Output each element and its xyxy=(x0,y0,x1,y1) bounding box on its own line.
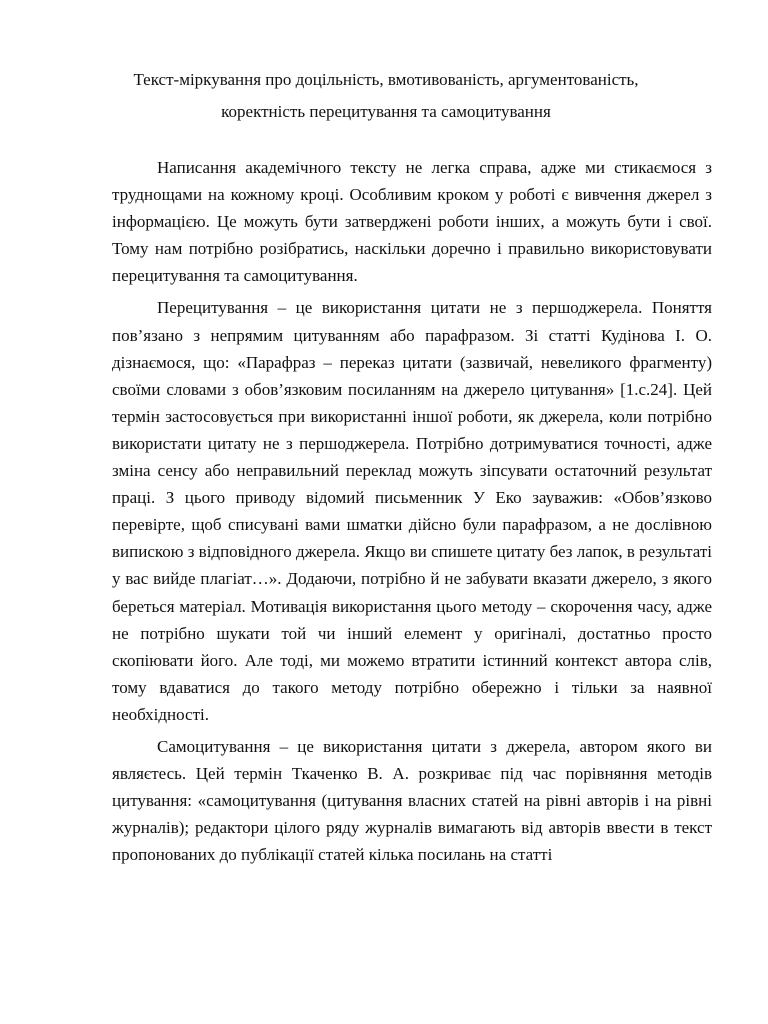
paragraph-intro: Написання академічного тексту не легка справа, адже ми стикаємося з труднощами на кожному кроці. Особливим кроком у роботі є вивчення джерел з інформацією. Це можуть бути затверджені роботи інших, а можуть бути і свої. Тому нам потрібно розібратись, наскільки доречно і правильно використовувати перецитування та самоцитування. xyxy=(112,158,712,286)
document-title-line-2: коректність перецитування та самоцитування xyxy=(221,102,551,121)
document-title-line-1: Текст-міркування про доцільність, вмотивованість, аргументованість, xyxy=(133,70,639,89)
paragraph-recitation: Перецитування – це використання цитати не з першоджерела. Поняття пов’язано з непрямим цитуванням або парафразом. Зі статті Кудінова І. О. дізнаємося, що: «Парафраз – переказ цитати (зазвичай, невеликого фрагменту) своїми словами з обов’язковим посиланням на джерело цитування» [1.с.24]. Цей термін застосовується при використанні іншої роботи, як джерела, коли потрібно використати цитату не з першоджерела. Потрібно дотримуватися точності, адже зміна сенсу або неправильний переклад можуть зіпсувати остаточний результат праці. З цього приводу відомий письменник У Еко зауважив: «Обов’язково перевірте, щоб списувані вами шматки дійсно були парафразом, а не дослівною випискою з відповідного джерела. Якщо ви спишете цитату без лапок, в результаті у вас вийде плагіат…». Додаючи, потрібно й не забувати вказати джерело, з якого береться матеріал. Мотивація використання цього методу – скорочення часу, адже не потрібно шукати той чи інший елемент у оригіналі, достатньо просто скопіювати його. Але тоді, ми можемо втратити істинний контекст автора слів, тому вдаватися до такого методу потрібно обережно і тільки за наявної необхідності. xyxy=(112,298,712,724)
document-body xyxy=(112,154,712,868)
paragraph-self-citation: Самоцитування – це використання цитати з джерела, автором якого ви являєтесь. Цей термін Ткаченко В. А. розкриває під час порівняння методів цитування: «самоцитування (цитування власних статей на рівні авторів і на рівні журналів); редактори цілого ряду журналів вимагають від авторів ввести в текст пропонованих до публікації статей кілька посилань на статті xyxy=(112,736,712,865)
